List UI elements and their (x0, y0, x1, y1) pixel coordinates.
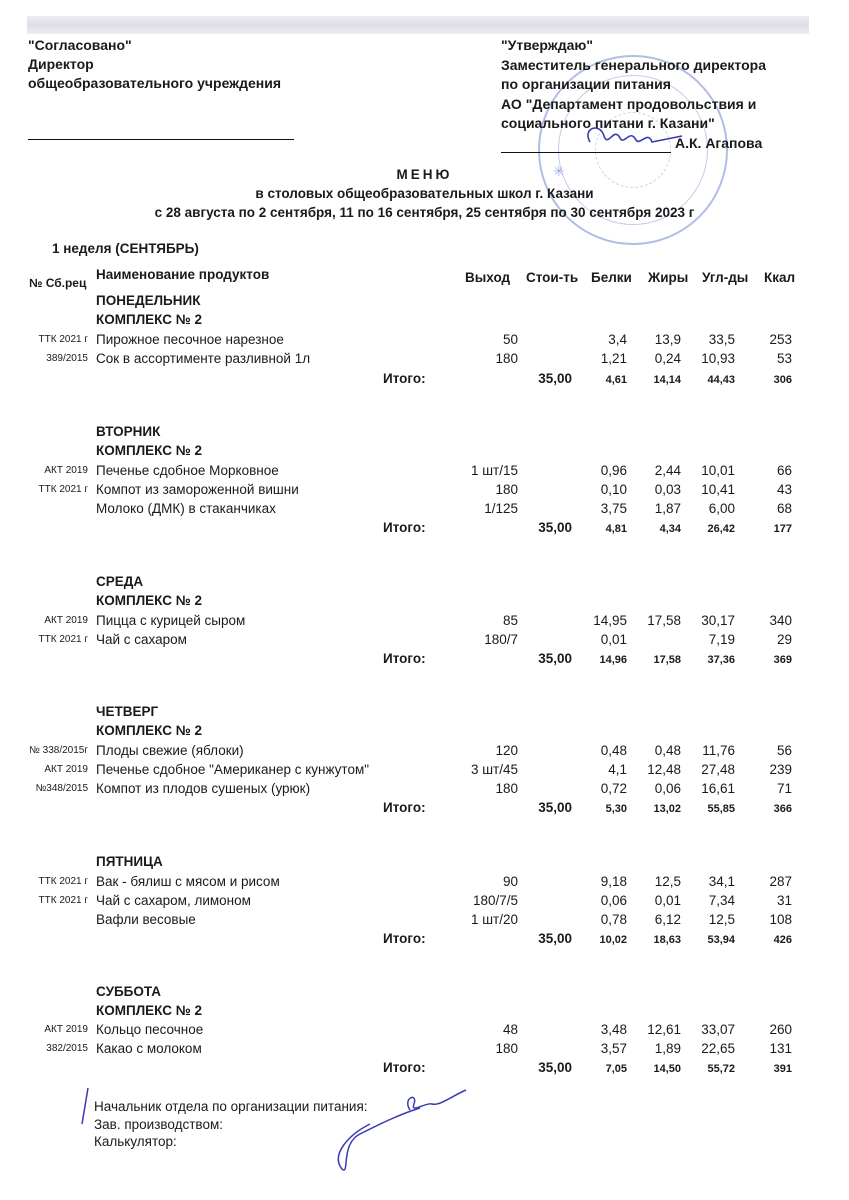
protein-value: 9,18 (600, 874, 627, 889)
total-carbs: 55,85 (707, 803, 735, 815)
table-row (0, 351, 849, 370)
product-name: Пирожное песочное нарезное (96, 332, 284, 347)
week-label: 1 неделя (СЕНТЯБРЬ) (52, 241, 199, 256)
footer-line2: Зав. производством: (94, 1116, 223, 1132)
carbs-value: 30,17 (701, 613, 735, 628)
carbs-value: 33,5 (708, 332, 735, 347)
output-value: 180 (495, 482, 518, 497)
complex-label: КОМПЛЕКС № 2 (96, 312, 203, 327)
protein-value: 14,95 (593, 613, 627, 628)
total-label: Итого: (383, 1060, 426, 1075)
fat-value: 2,44 (654, 463, 681, 478)
carbs-value: 10,41 (701, 482, 735, 497)
output-value: 180/7 (484, 632, 518, 647)
fat-value: 1,87 (654, 501, 681, 516)
total-kcal: 391 (773, 1063, 792, 1075)
protein-value: 0,48 (600, 743, 627, 758)
approval-right-line1: "Утверждаю" (501, 37, 593, 53)
stamp-star-icon: ✳ (553, 163, 565, 179)
total-carbs: 55,72 (707, 1063, 735, 1075)
day-name: ПЯТНИЦА (96, 854, 163, 869)
recipe-ref: ТТК 2021 г (38, 334, 88, 345)
total-protein: 4,81 (605, 523, 627, 535)
total-carbs: 44,43 (707, 374, 735, 386)
protein-value: 3,48 (600, 1022, 627, 1037)
approval-left-line2: Директор (28, 56, 94, 72)
product-name: Плоды свежие (яблоки) (96, 743, 244, 758)
kcal-value: 56 (776, 743, 792, 758)
total-label: Итого: (383, 520, 426, 535)
table-row (0, 1022, 849, 1041)
carbs-value: 12,5 (708, 912, 735, 927)
total-fat: 4,34 (659, 523, 681, 535)
fat-value: 6,12 (654, 912, 681, 927)
recipe-ref: ТТК 2021 г (38, 484, 88, 495)
kcal-value: 253 (769, 332, 792, 347)
table-row (0, 613, 849, 632)
product-name: Печенье сдобное "Американер с кунжутом" (96, 762, 370, 777)
day-name: ЧЕТВЕРГ (96, 704, 159, 719)
total-row (0, 651, 849, 670)
approval-left-line3: общеобразовательного учреждения (28, 75, 282, 91)
protein-value: 3,4 (608, 332, 627, 347)
total-label: Итого: (383, 800, 426, 815)
total-label: Итого: (383, 371, 426, 386)
product-name: Вак - бялиш с мясом и рисом (96, 874, 280, 889)
output-value: 85 (502, 613, 518, 628)
approval-right-line3: по организации питания (501, 76, 671, 92)
total-cost: 35,00 (538, 1060, 572, 1075)
output-value: 1/125 (484, 501, 518, 516)
recipe-ref: АКТ 2019 (44, 615, 88, 626)
product-name: Вафли весовые (96, 912, 196, 927)
col-ref: № Сб.рец (29, 276, 87, 290)
carbs-value: 16,61 (701, 781, 735, 796)
approval-left-line1: "Согласовано" (28, 37, 132, 53)
output-value: 180 (495, 351, 518, 366)
total-cost: 35,00 (538, 651, 572, 666)
scan-top-band (27, 16, 809, 34)
product-name: Какао с молоком (96, 1041, 202, 1056)
signer-name: А.К. Агапова (675, 134, 763, 151)
menu-subtitle: в столовых общеобразовательных школ г. Казани (255, 186, 594, 201)
carbs-value: 34,1 (708, 874, 735, 889)
recipe-ref: ТТК 2021 г (38, 876, 88, 887)
table-row (0, 1041, 849, 1060)
day-name: ПОНЕДЕЛЬНИК (96, 293, 201, 308)
fat-value: 13,9 (654, 332, 681, 347)
total-fat: 14,14 (653, 374, 681, 386)
carbs-value: 10,93 (701, 351, 735, 366)
protein-value: 4,1 (608, 762, 627, 777)
total-row (0, 931, 849, 950)
output-value: 50 (502, 332, 518, 347)
footer-line1: Начальник отдела по организации питания: (94, 1099, 368, 1114)
protein-value: 3,75 (600, 501, 627, 516)
total-fat: 17,58 (653, 654, 681, 666)
kcal-value: 53 (776, 351, 792, 366)
carbs-value: 22,65 (701, 1041, 735, 1056)
total-carbs: 53,94 (707, 934, 735, 946)
fat-value: 0,03 (654, 482, 681, 497)
total-cost: 35,00 (538, 371, 572, 386)
col-carbs: Угл-ды (702, 270, 749, 285)
kcal-value: 340 (769, 613, 792, 628)
recipe-ref: 389/2015 (46, 353, 88, 364)
fat-value: 0,06 (654, 781, 681, 796)
day-name: ВТОРНИК (96, 424, 161, 439)
protein-value: 0,72 (600, 781, 627, 796)
recipe-ref: АКТ 2019 (44, 1024, 88, 1035)
total-protein: 10,02 (599, 934, 627, 946)
day-name: СУББОТА (96, 984, 162, 999)
signature-line-left (28, 139, 294, 140)
table-row (0, 332, 849, 351)
complex-label: КОМПЛЕКС № 2 (96, 723, 203, 738)
menu-title: МЕНЮ (396, 167, 453, 182)
output-value: 180 (495, 1041, 518, 1056)
product-name: Сок в ассортименте разливной 1л (96, 351, 311, 366)
kcal-value: 239 (769, 762, 792, 777)
carbs-value: 7,34 (708, 893, 735, 908)
table-row (0, 781, 849, 800)
output-value: 48 (502, 1022, 518, 1037)
protein-value: 0,96 (600, 463, 627, 478)
total-row (0, 371, 849, 390)
carbs-value: 11,76 (702, 743, 735, 758)
recipe-ref: АКТ 2019 (44, 764, 88, 775)
total-cost: 35,00 (538, 800, 572, 815)
total-kcal: 177 (773, 523, 792, 535)
col-cost: Стои-ть (526, 270, 579, 285)
fat-value: 1,89 (654, 1041, 681, 1056)
col-name: Наименование продуктов (96, 267, 270, 282)
complex-label: КОМПЛЕКС № 2 (96, 1003, 203, 1018)
recipe-ref: ТТК 2021 г (38, 634, 88, 645)
recipe-ref: 382/2015 (46, 1043, 88, 1054)
table-row (0, 762, 849, 781)
total-row (0, 800, 849, 819)
product-name: Компот из плодов сушеных (урюк) (96, 781, 311, 796)
table-row (0, 501, 849, 520)
product-name: Компот из замороженной вишни (96, 482, 299, 497)
total-kcal: 366 (773, 803, 792, 815)
output-value: 180/7/5 (472, 893, 518, 908)
fat-value: 12,48 (647, 762, 681, 777)
approval-block-left (28, 36, 294, 140)
handwritten-signature-icon (578, 118, 688, 158)
kcal-value: 260 (769, 1022, 792, 1037)
carbs-value: 7,19 (708, 632, 735, 647)
menu-period: с 28 августа по 2 сентября, 11 по 16 сентября, 25 сентября по 30 сентября 2023 г (154, 205, 695, 220)
carbs-value: 10,01 (701, 463, 735, 478)
table-row (0, 482, 849, 501)
total-cost: 35,00 (538, 520, 572, 535)
output-value: 120 (495, 743, 518, 758)
product-name: Печенье сдобное Морковное (96, 463, 279, 478)
total-protein: 7,05 (605, 1063, 627, 1075)
total-carbs: 37,36 (707, 654, 735, 666)
protein-value: 3,57 (600, 1041, 627, 1056)
output-value: 1 шт/20 (470, 912, 518, 927)
col-kcal: Ккал (764, 270, 796, 285)
protein-value: 0,06 (600, 893, 627, 908)
recipe-ref: № 338/2015г (29, 745, 88, 756)
output-value: 3 шт/45 (470, 762, 518, 777)
approval-right-line2: Заместитель генерального директора (501, 56, 766, 73)
total-protein: 5,30 (605, 803, 627, 815)
kcal-value: 31 (776, 893, 792, 908)
fat-value: 12,5 (654, 874, 681, 889)
table-row (0, 632, 849, 651)
kcal-value: 43 (776, 482, 792, 497)
table-row (0, 463, 849, 482)
product-name: Молоко (ДМК) в стаканчиках (96, 501, 276, 516)
total-kcal: 369 (773, 654, 792, 666)
total-fat: 14,50 (653, 1063, 681, 1075)
product-name: Кольцо песочное (96, 1022, 204, 1037)
complex-label: КОМПЛЕКС № 2 (96, 443, 203, 458)
protein-value: 1,21 (600, 351, 627, 366)
total-row (0, 1060, 849, 1079)
recipe-ref: ТТК 2021 г (38, 895, 88, 906)
total-label: Итого: (383, 651, 426, 666)
total-kcal: 306 (773, 374, 792, 386)
column-headers (0, 267, 849, 291)
carbs-value: 33,07 (701, 1022, 735, 1037)
total-cost: 35,00 (538, 931, 572, 946)
protein-value: 0,01 (600, 632, 627, 647)
approval-right-line5: социального питани г. Казани" (501, 115, 715, 131)
product-name: Пицца с курицей сыром (96, 613, 246, 628)
col-protein: Белки (591, 270, 632, 285)
table-row (0, 743, 849, 762)
kcal-value: 131 (769, 1041, 792, 1056)
carbs-value: 6,00 (708, 501, 735, 516)
fat-value: 0,01 (654, 893, 681, 908)
output-value: 90 (502, 874, 518, 889)
complex-label: КОМПЛЕКС № 2 (96, 593, 203, 608)
kcal-value: 29 (776, 632, 792, 647)
protein-value: 0,78 (600, 912, 627, 927)
total-fat: 18,63 (653, 934, 681, 946)
kcal-value: 71 (776, 781, 792, 796)
col-output: Выход (465, 270, 511, 285)
footer-line3: Калькулятор: (94, 1134, 177, 1149)
output-value: 1 шт/15 (470, 463, 518, 478)
total-carbs: 26,42 (707, 523, 735, 535)
fat-value: 0,24 (654, 351, 681, 366)
approval-right-line4: АО "Департамент продовольствия и (501, 95, 757, 112)
total-label: Итого: (383, 931, 426, 946)
table-row (0, 893, 849, 912)
kcal-value: 66 (776, 463, 792, 478)
total-kcal: 426 (773, 934, 792, 946)
carbs-value: 27,48 (701, 762, 735, 777)
kcal-value: 68 (776, 501, 792, 516)
day-name: СРЕДА (96, 574, 144, 589)
kcal-value: 108 (769, 912, 792, 927)
total-row (0, 520, 849, 539)
fat-value: 17,58 (647, 613, 681, 628)
product-name: Чай с сахаром, лимоном (96, 893, 251, 908)
table-row (0, 912, 849, 931)
table-row (0, 874, 849, 893)
total-protein: 14,96 (599, 654, 627, 666)
kcal-value: 287 (769, 874, 792, 889)
recipe-ref: №348/2015 (35, 783, 88, 794)
col-fat: Жиры (648, 270, 689, 285)
product-name: Чай с сахаром (96, 632, 187, 647)
recipe-ref: АКТ 2019 (44, 465, 88, 476)
fat-value: 12,61 (647, 1022, 681, 1037)
fat-value: 0,48 (654, 743, 681, 758)
total-protein: 4,61 (605, 374, 627, 386)
protein-value: 0,10 (600, 482, 627, 497)
total-fat: 13,02 (653, 803, 681, 815)
output-value: 180 (495, 781, 518, 796)
footer-signatures (94, 1098, 368, 1151)
